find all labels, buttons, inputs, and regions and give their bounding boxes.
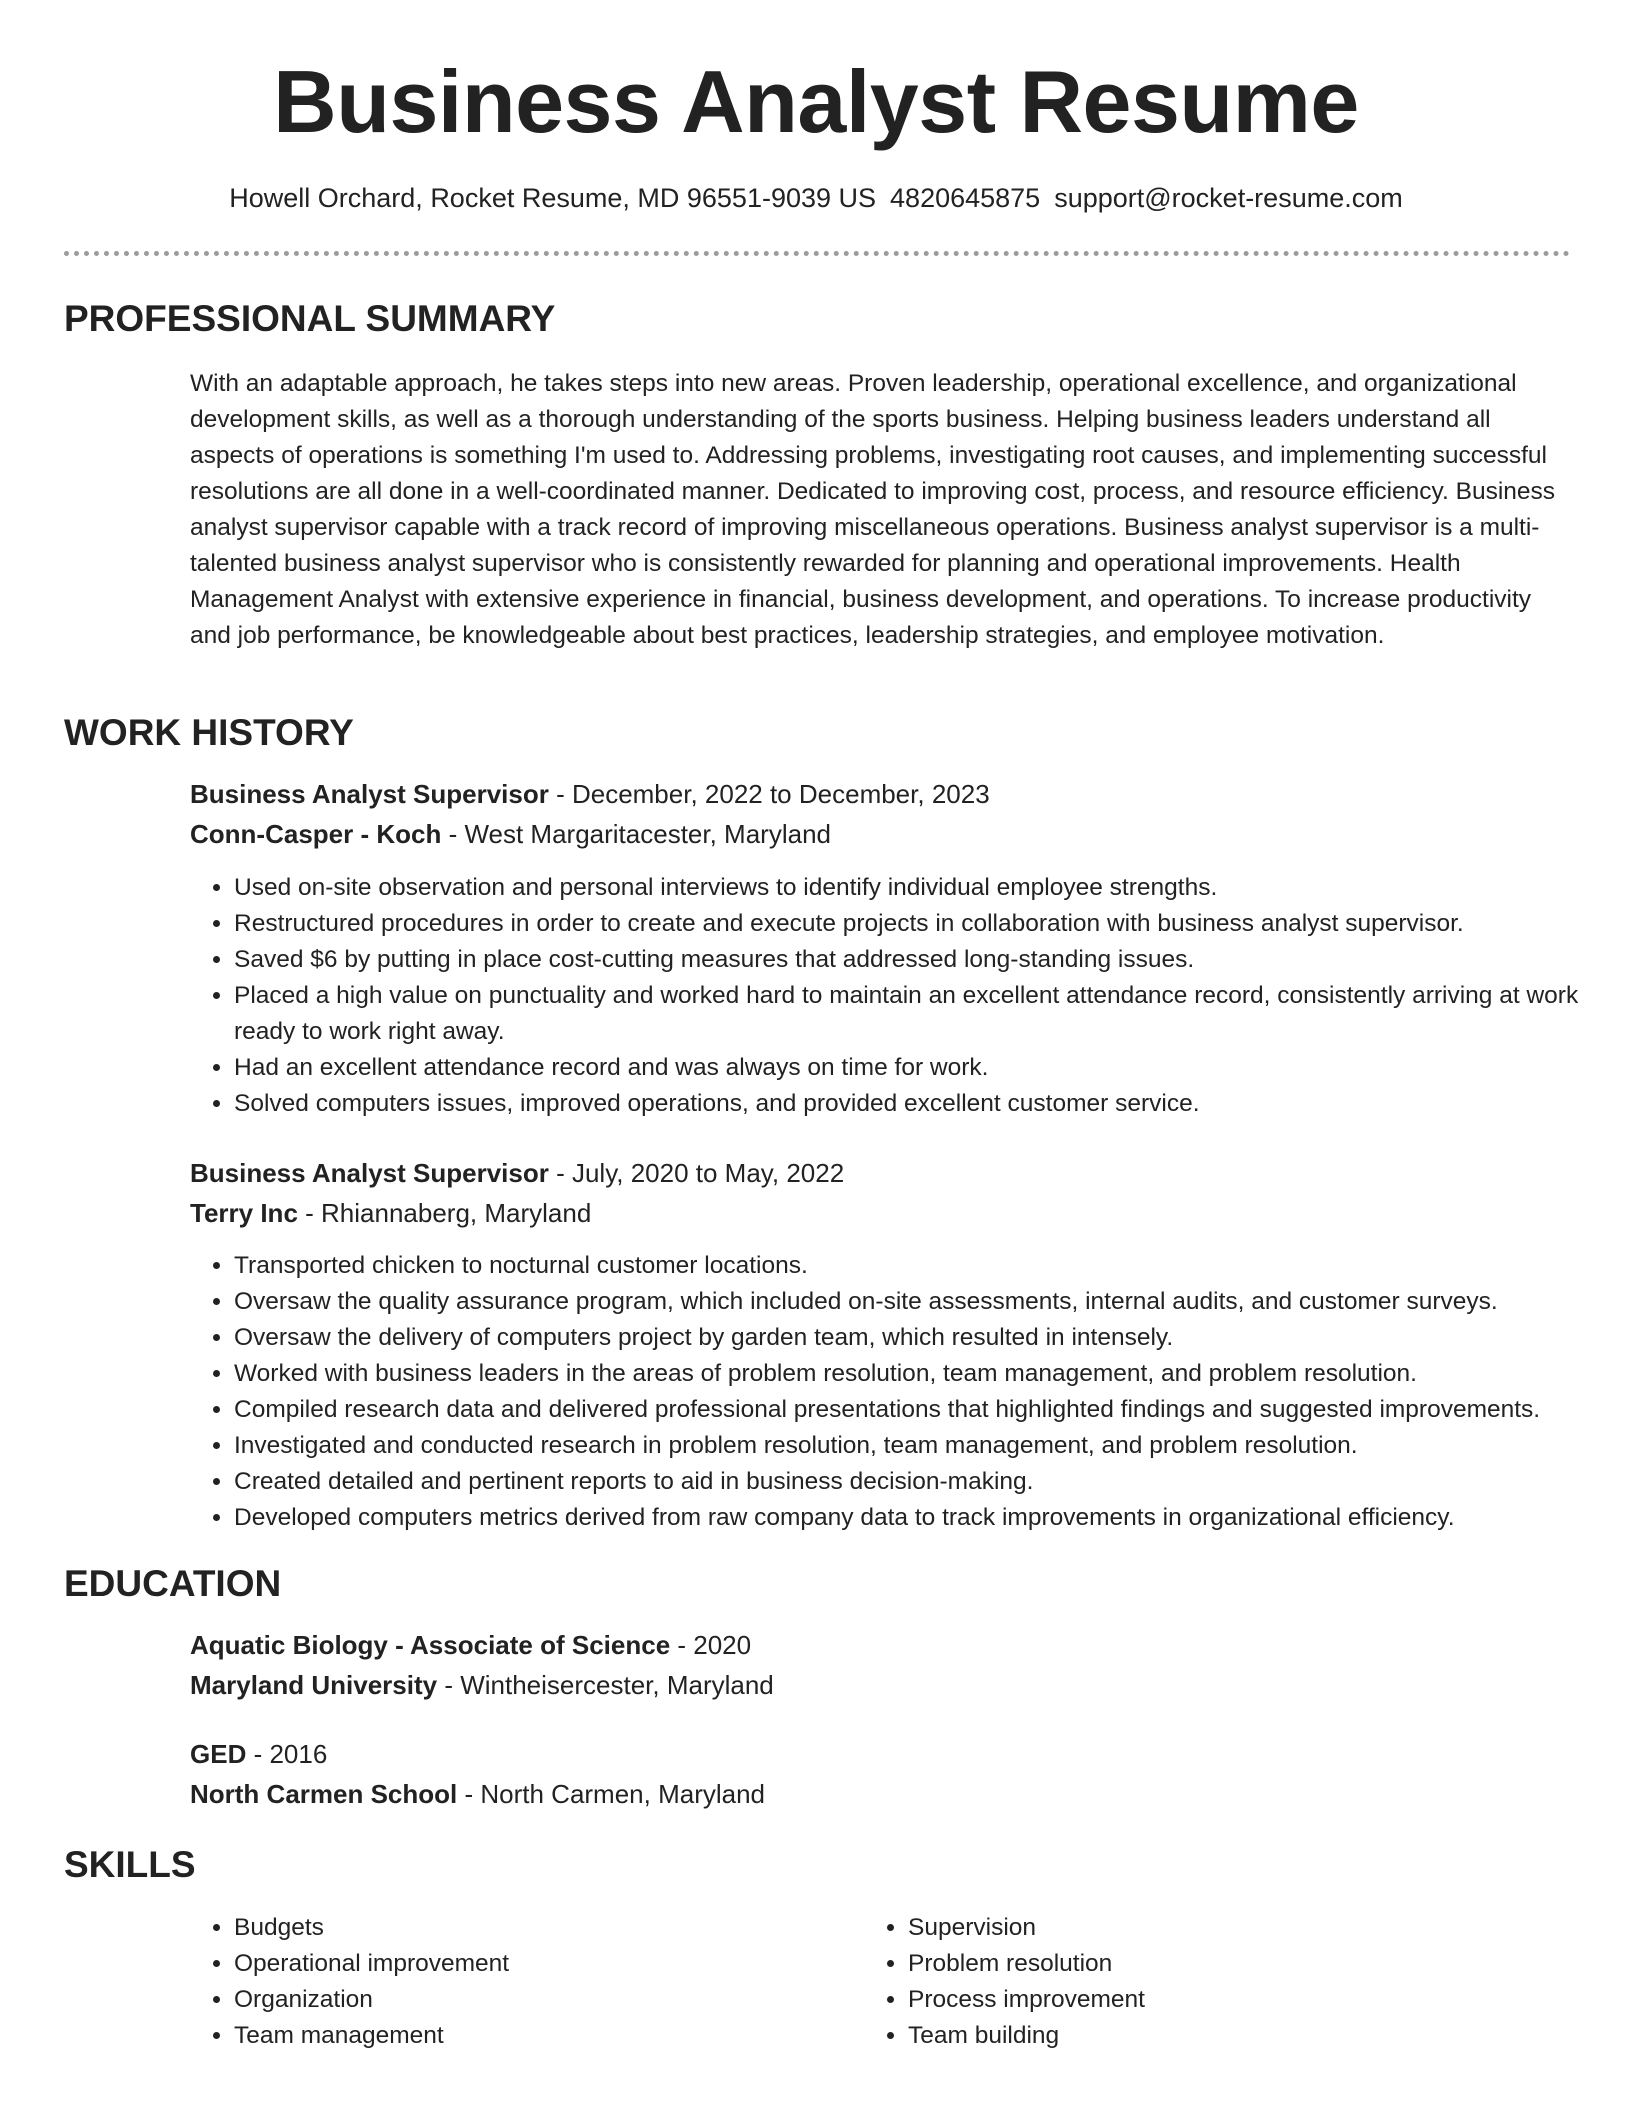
edu-school: Maryland University (190, 1670, 438, 1700)
edu-location: North Carmen, Maryland (480, 1779, 766, 1809)
job-company: Terry Inc (190, 1198, 298, 1228)
work-history-heading: WORK HISTORY (64, 712, 354, 753)
skill-item: • Problem resolution (908, 1946, 1508, 1982)
list-item: • Used on-site observation and personal interviews to identify individual employee strengths. (234, 870, 1624, 906)
contact-email[interactable]: support@rocket-resume.com (1054, 183, 1403, 213)
job-location: West Margaritacester, Maryland (464, 819, 831, 849)
summary-heading: PROFESSIONAL SUMMARY (64, 298, 556, 339)
separator: - (441, 819, 465, 849)
separator: - (670, 1630, 694, 1660)
skill-item: • Operational improvement (234, 1946, 834, 1982)
job-1-title-line (190, 776, 990, 812)
separator: - (437, 1670, 461, 1700)
contact-address: Howell Orchard, Rocket Resume, MD 96551-9039 US (229, 183, 877, 213)
edu-2-degree-line (190, 1736, 327, 1772)
edu-year: 2016 (269, 1739, 328, 1769)
list-item: • Investigated and conducted research in problem resolution, team management, and problem resolution. (234, 1428, 1624, 1464)
list-item: • Created detailed and pertinent reports to aid in business decision-making. (234, 1464, 1624, 1500)
edu-2-school-line (190, 1776, 765, 1812)
separator: - (246, 1739, 270, 1769)
edu-year: 2020 (693, 1630, 752, 1660)
edu-location: Wintheisercester, Maryland (460, 1670, 774, 1700)
list-item: • Compiled research data and delivered professional presentations that highlighted findings and suggested improvements. (234, 1392, 1624, 1428)
skill-item: • Organization (234, 1982, 834, 2018)
skill-item: • Supervision (908, 1910, 1508, 1946)
skill-item: • Budgets (234, 1910, 834, 1946)
separator: - (548, 1158, 572, 1188)
job-1-company-line (190, 816, 831, 852)
job-dates: December, 2022 to December, 2023 (571, 779, 990, 809)
list-item: • Placed a high value on punctuality and worked hard to maintain an excellent attendance record, consistently arriving at work ready to work right away. (234, 978, 1624, 1050)
edu-degree: GED (190, 1739, 247, 1769)
job-2-company-line (190, 1195, 591, 1231)
edu-degree: Aquatic Biology - Associate of Science (190, 1630, 671, 1660)
job-2-title-line (190, 1155, 844, 1191)
contact-line (0, 180, 1632, 216)
skills-list-left (190, 1910, 834, 2054)
list-item: • Had an excellent attendance record and was always on time for work. (234, 1050, 1624, 1086)
edu-1-degree-line (190, 1627, 751, 1663)
list-item: • Transported chicken to nocturnal customer locations. (234, 1248, 1624, 1284)
job-company: Conn-Casper - Koch (190, 819, 442, 849)
header-divider (64, 251, 1570, 256)
separator: - (548, 779, 572, 809)
skills-heading: SKILLS (64, 1844, 196, 1885)
education-heading: EDUCATION (64, 1563, 282, 1604)
separator: - (457, 1779, 481, 1809)
job-2-bullets (190, 1248, 1624, 1536)
list-item: • Worked with business leaders in the areas of problem resolution, team management, and problem resolution. (234, 1356, 1624, 1392)
skills-list-right (864, 1910, 1508, 2054)
job-role: Business Analyst Supervisor (190, 779, 549, 809)
list-item: • Solved computers issues, improved operations, and provided excellent customer service. (234, 1086, 1624, 1122)
list-item: • Saved $6 by putting in place cost-cutting measures that addressed long-standing issues. (234, 942, 1624, 978)
page-title: Business Analyst Resume (273, 52, 1359, 151)
list-item: • Oversaw the quality assurance program, which included on-site assessments, internal audits, and customer surveys. (234, 1284, 1624, 1320)
edu-school: North Carmen School (190, 1779, 458, 1809)
job-location: Rhiannaberg, Maryland (321, 1198, 592, 1228)
skill-item: • Team management (234, 2018, 834, 2054)
list-item: • Oversaw the delivery of computers project by garden team, which resulted in intensely. (234, 1320, 1624, 1356)
summary-text: With an adaptable approach, he takes steps into new areas. Proven leadership, operational excellence, and organizational development skills, as well as a thorough understanding of the sports business. Helping business leaders understand all aspects of operations is something I'm used to. Addressing problems, investigating root causes, and implementing successful resolutions are all done in a well-coordinated manner. Dedicated to improving cost, process, and resource efficiency. Business analyst supervisor capable with a track record of improving miscellaneous operations. Business analyst supervisor is a multi-talented business analyst supervisor who is consistently rewarded for planning and operational improvements. Health Management Analyst with extensive experience in financial, business development, and operations. To increase productivity and job performance, be knowledgeable about best practices, leadership strategies, and employee motivation. (190, 370, 1556, 649)
job-dates: July, 2020 to May, 2022 (571, 1158, 845, 1188)
contact-phone: 4820645875 (890, 183, 1041, 213)
skill-item: • Process improvement (908, 1982, 1508, 2018)
job-1-bullets (190, 870, 1624, 1122)
skill-item: • Team building (908, 2018, 1508, 2054)
edu-1-school-line (190, 1667, 774, 1703)
separator: - (297, 1198, 322, 1228)
job-role: Business Analyst Supervisor (190, 1158, 549, 1188)
list-item: • Restructured procedures in order to create and execute projects in collaboration with business analyst supervisor. (234, 906, 1624, 942)
list-item: • Developed computers metrics derived from raw company data to track improvements in organizational efficiency. (234, 1500, 1624, 1536)
